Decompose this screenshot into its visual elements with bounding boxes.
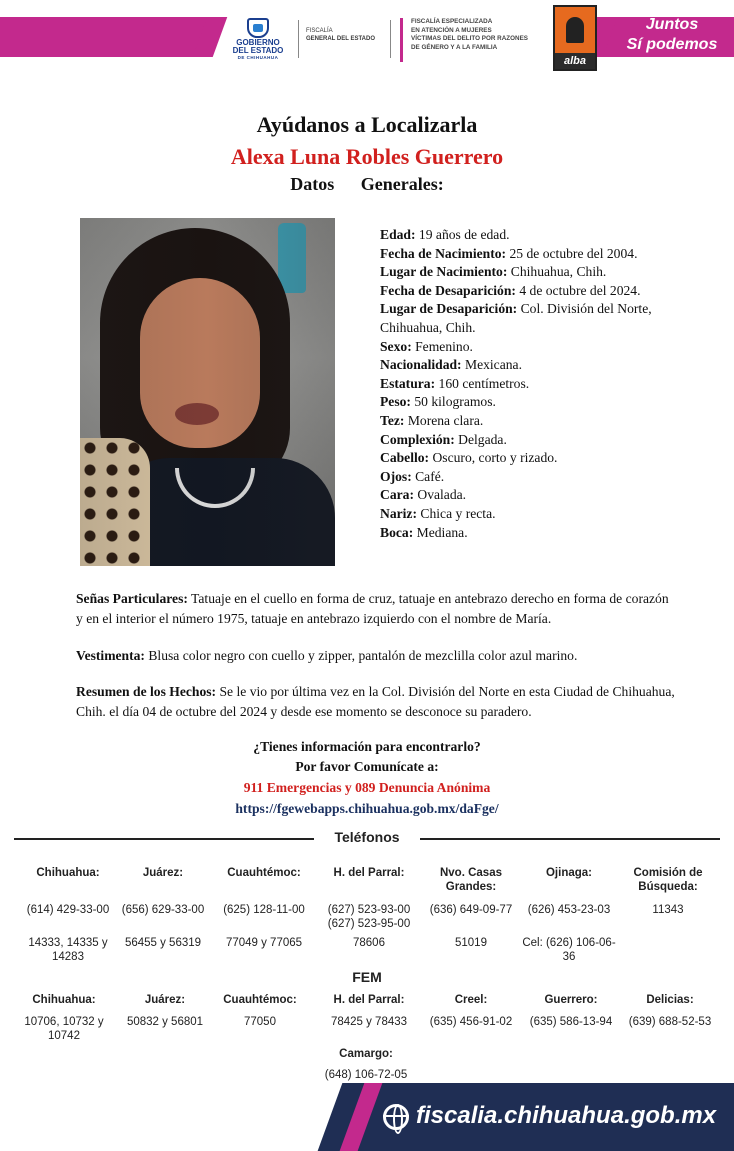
detail-value: Chica y recta. (417, 505, 496, 521)
emergency-numbers: 911 Emergencias y 089 Denuncia Anónima (243, 780, 491, 795)
juntos-line2: Sí podemos (626, 36, 718, 53)
detail-value: Oscuro, corto y rizado. (429, 450, 558, 466)
fem-value: (639) 688-52-53 (628, 1016, 712, 1028)
senas-particulares (76, 589, 676, 628)
contact-please: Por favor Comunícate a: (295, 759, 439, 774)
detail-value: Mexicana. (461, 357, 522, 373)
detail-label: Nacionalidad: (380, 357, 462, 373)
juntos-slogan (616, 15, 728, 55)
detail-label: Sexo: (380, 338, 412, 354)
detail-value: Café. (411, 468, 445, 484)
fem-line4: DE GÉNERO Y A LA FAMILIA (411, 43, 498, 51)
fem-phones-title: FEM (352, 969, 382, 985)
header-divider-1 (298, 20, 299, 58)
detail-peso (380, 393, 680, 412)
phone-col-header: Cuauhtémoc: (227, 867, 301, 879)
phone-value: (656) 629-33-00 (121, 904, 205, 916)
detail-estatura (380, 375, 680, 394)
detail-value: 19 años de edad. (415, 227, 510, 242)
fem-line2: EN ATENCIÓN A MUJERES (411, 26, 492, 34)
detail-label: Lugar de Desaparición: (380, 301, 518, 317)
fem-line3: VÍCTIMAS DEL DELITO POR RAZONES (411, 35, 528, 42)
phone-col-header: Nvo. Casas Grandes: (439, 867, 502, 893)
detail-label: Estatura: (380, 375, 436, 391)
phone-value: (625) 128-11-00 (223, 904, 305, 916)
detail-value: Mediana. (413, 524, 468, 540)
detail-lugar-nacimiento (380, 263, 680, 282)
fem-col-header: Chihuahua: (32, 994, 96, 1006)
vestimenta (76, 646, 676, 666)
detail-label: Cara: (380, 487, 414, 503)
fem-value: (635) 586-13-94 (529, 1016, 613, 1028)
detail-value: Chihuahua, Chih. (507, 264, 607, 280)
details-list (380, 226, 680, 542)
detail-value: Delgada. (454, 431, 507, 447)
protocolo-alba-logo (553, 5, 597, 71)
detail-label: Peso: (380, 394, 411, 410)
phone-value: (636) 649-09-77 (429, 904, 513, 916)
fem-value: 50832 y 56801 (126, 1016, 204, 1028)
detail-edad (380, 226, 680, 245)
detail-label: Ojos: (380, 468, 412, 484)
phone-ext: 77049 y 77065 (225, 937, 303, 949)
detail-label: Cabello: (380, 450, 430, 466)
detail-label: Tez: (380, 412, 405, 428)
detail-fecha-desaparicion (380, 282, 680, 301)
resumen-text: Se le vio por última vez en la Col. División del Norte en esta Ciudad de Chihuahua, Chih. el día 04 de octubre del 2024 y desde ese momento se desconoce su paradero. (76, 684, 675, 719)
section-title-datos: Datos Generales: (290, 174, 444, 194)
gob-line3: DE CHIHUAHUA (237, 55, 279, 60)
fem-line1: FISCALÍA ESPECIALIZADA (411, 18, 493, 25)
gobierno-logo (222, 18, 294, 62)
fem-value: 10706, 10732 y 10742 (24, 1016, 104, 1042)
header-banner (0, 0, 734, 85)
detail-value: Col. División del Norte, Chihuahua, Chih. (380, 301, 652, 335)
detail-label: Nariz: (380, 505, 417, 521)
vestimenta-text: Blusa color negro con cuello y zipper, pantalón de mezclilla color azul marino. (144, 648, 578, 663)
gob-line2: DEL ESTADO (232, 46, 284, 55)
detail-sexo (380, 338, 680, 357)
phone-col-header: H. del Parral: (333, 867, 405, 879)
resumen-hechos (76, 682, 676, 721)
vestimenta-label: Vestimenta: (76, 648, 145, 663)
detail-ojos (380, 468, 680, 487)
header-divider-2 (390, 20, 391, 58)
detail-nariz (380, 505, 680, 524)
detail-nacionalidad (380, 356, 680, 375)
detail-tez (380, 412, 680, 431)
phone-ext: Cel: (626) 106-06-36 (522, 937, 616, 963)
fem-col-header: Delicias: (646, 994, 694, 1006)
alba-label: alba (555, 53, 595, 71)
detail-lugar-desaparicion (380, 300, 680, 337)
globe-icon (383, 1104, 409, 1130)
phones-title: Teléfonos (334, 829, 400, 845)
fem-col-header: Juárez: (144, 994, 186, 1006)
page-title: Ayúdanos a Localizarla (256, 112, 478, 137)
phone-ext: 78606 (353, 937, 385, 949)
fiscalia-line2: GENERAL DEL ESTADO (306, 36, 376, 42)
detail-label: Edad: (380, 227, 416, 242)
fem-value: 78425 y 78433 (330, 1016, 408, 1028)
detail-boca (380, 524, 680, 543)
phone-col-header: Ojinaga: (545, 867, 592, 879)
senas-label: Señas Particulares: (76, 591, 188, 606)
state-shield-icon (247, 18, 269, 38)
resumen-label: Resumen de los Hechos: (76, 684, 217, 699)
fiscalia-line1: FISCALÍA (306, 28, 333, 34)
gob-line1: GOBIERNO (236, 38, 280, 47)
contact-question: ¿Tienes información para encontrarlo? (253, 739, 481, 754)
detail-value: Ovalada. (413, 487, 467, 503)
phone-ext: 51019 (455, 937, 487, 949)
fem-value: 77050 (244, 1016, 276, 1028)
phone-col-header: Juárez: (142, 867, 184, 879)
detail-label: Complexión: (380, 431, 455, 447)
detail-cara (380, 486, 680, 505)
phone-col-header: Comisión de Búsqueda: (633, 867, 703, 893)
fem-value: (635) 456-91-02 (429, 1016, 513, 1028)
fem-col-header: Camargo: (339, 1048, 393, 1060)
detail-complexion (380, 431, 680, 450)
detail-fecha-nacimiento (380, 245, 680, 264)
detail-label: Fecha de Nacimiento: (380, 245, 507, 261)
missing-person-photo (80, 218, 335, 566)
fem-col-header: Cuauhtémoc: (223, 994, 297, 1006)
phone-value: (627) 523-93-00 (627) 523-95-00 (327, 904, 411, 930)
header-band-left (0, 17, 212, 57)
phone-col-header: Chihuahua: (36, 867, 100, 879)
report-url-link[interactable]: https://fgewebapps.chihuahua.gob.mx/daFge/ (235, 801, 499, 816)
missing-person-name: Alexa Luna Robles Guerrero (230, 144, 504, 169)
fem-logo (400, 18, 550, 62)
detail-value: 50 kilogramos. (410, 394, 496, 410)
juntos-line1: Juntos (645, 16, 699, 33)
phone-value: (614) 429-33-00 (26, 904, 110, 916)
fem-value: (648) 106-72-05 (324, 1069, 408, 1081)
detail-label: Lugar de Nacimiento: (380, 264, 508, 280)
phone-ext: 14333, 14335 y 14283 (28, 937, 108, 963)
fem-col-header: Creel: (454, 994, 488, 1006)
photo-shade (80, 218, 335, 566)
phone-value: (626) 453-23-03 (527, 904, 611, 916)
fiscalia-logo (306, 28, 375, 43)
detail-label: Boca: (380, 524, 414, 540)
detail-value: 25 de octubre del 2004. (506, 245, 638, 261)
detail-cabello (380, 449, 680, 468)
senas-text: Tatuaje en el cuello en forma de cruz, tatuaje en antebrazo derecho en forma de corazón y en el interior el número 1975, tatuaje en antebrazo izquierdo con el nombre de María. (76, 591, 669, 626)
detail-value: 4 de octubre del 2024. (515, 282, 641, 298)
phone-ext: 56455 y 56319 (124, 937, 202, 949)
footer-website-link[interactable]: fiscalia.chihuahua.gob.mx (416, 1102, 717, 1129)
alba-figure-icon (566, 17, 584, 43)
detail-value: Femenino. (411, 338, 473, 354)
phone-value: 11343 (652, 904, 684, 916)
detail-value: 160 centímetros. (435, 375, 530, 391)
fem-col-header: H. del Parral: (333, 994, 405, 1006)
fem-col-header: Guerrero: (544, 994, 598, 1006)
detail-label: Fecha de Desaparición: (380, 282, 516, 298)
detail-value: Morena clara. (404, 412, 484, 428)
